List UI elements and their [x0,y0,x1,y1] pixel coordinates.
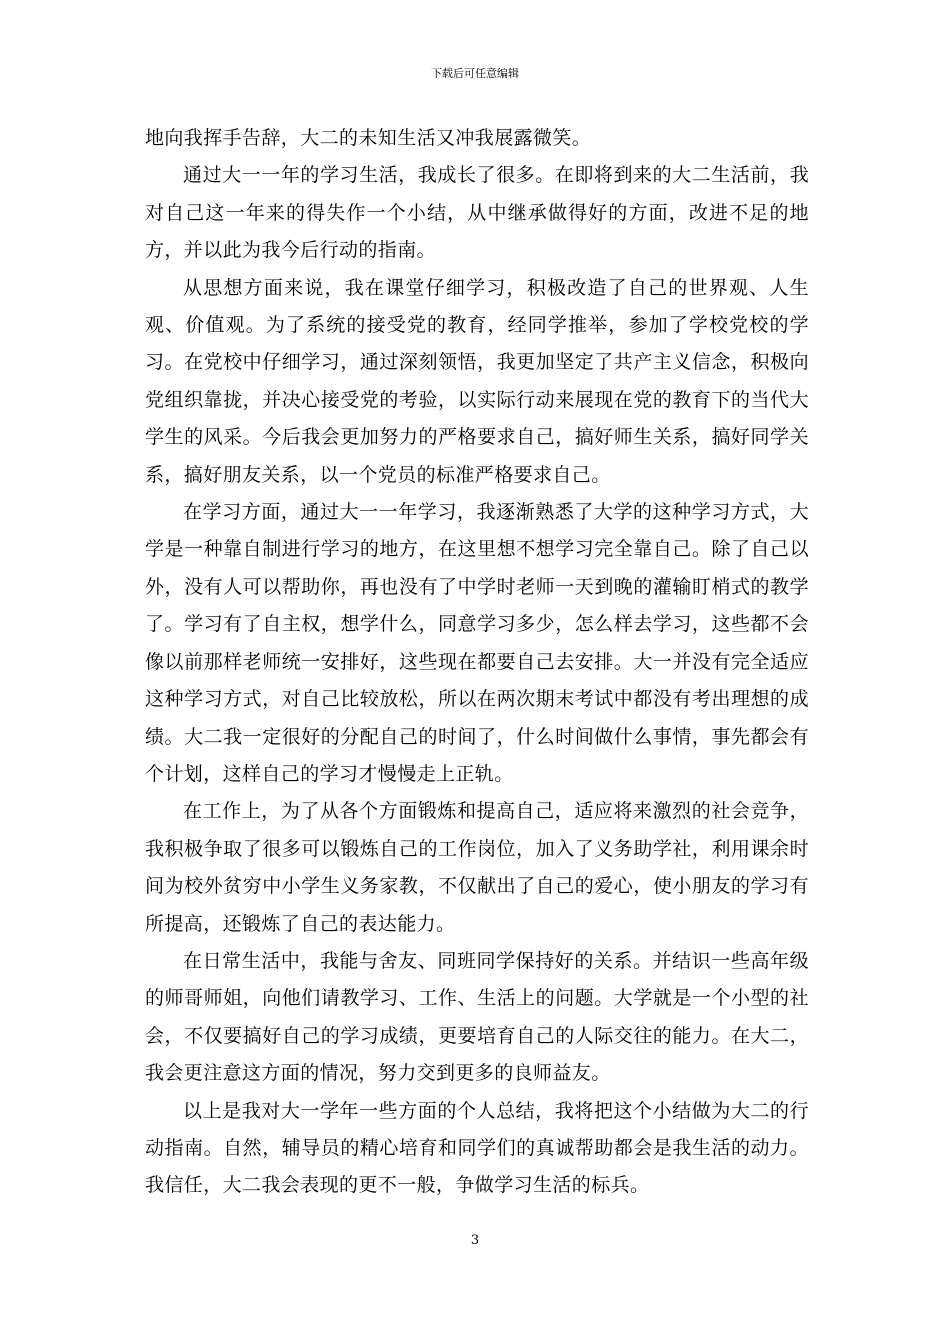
paragraph-intro: 通过大一一年的学习生活，我成长了很多。在即将到来的大二生活前，我对自己这一年来的得失作一个小结，从中继承做得好的方面，改进不足的地方，并以此为我今后行动的指南。 [145,164,809,262]
page-number: 3 [470,1233,480,1248]
paragraph-conclusion: 以上是我对大一学年一些方面的个人总结，我将把这个小结做为大二的行动指南。自然，辅导员的精心培育和同学们的真诚帮助都会是我生活的动力。我信任，大二我会表现的更不一般，争做学习生活的标兵。 [145,1099,809,1197]
paragraph-daily-life: 在日常生活中，我能与舍友、同班同学保持好的关系。并结识一些高年级的师哥师姐，向他们请教学习、工作、生活上的问题。大学就是一个小型的社会，不仅要搞好自己的学习成绩，更要培育自己的人际交往的能力。在大二，我会更注意这方面的情况，努力交到更多的良师益友。 [145,949,809,1085]
page-header: 下载后可任意编辑 [431,67,519,80]
paragraph-study: 在学习方面，通过大一一年学习，我逐渐熟悉了大学的这种学习方式，大学是一种靠自制进行学习的地方，在这里想不想学习完全靠自己。除了自己以外，没有人可以帮助你，再也没有了中学时老师一天到晚的灌输盯梢式的教学了。学习有了自主权，想学什么，同意学习多少，怎么样去学习，这些都不会像以前那样老师统一安排好，这些现在都要自己去安排。大一并没有完全适应这种学习方式，对自己比较放松，所以在两次期末考试中都没有考出理想的成绩。大二我一定很好的分配自己的时间了，什么时间做什么事情，事先都会有个计划，这样自己的学习才慢慢走上正轨。 [145,501,809,785]
paragraph-ideology: 从思想方面来说，我在课堂仔细学习，积极改造了自己的世界观、人生观、价值观。为了系统的接受党的教育，经同学推举，参加了学校党校的学习。在党校中仔细学习，通过深刻领悟，我更加坚定了共产主义信念，积极向党组织靠拢，并决心接受党的考验，以实际行动来展现在党的教育下的当代大学生的风采。今后我会更加努力的严格要求自己，搞好师生关系，搞好同学关系，搞好朋友关系，以一个党员的标准严格要求自己。 [145,276,809,486]
paragraph-continued: 地向我挥手告辞，大二的未知生活又冲我展露微笑。 [145,127,592,149]
paragraph-work: 在工作上，为了从各个方面锻炼和提高自己，适应将来激烈的社会竞争，我积极争取了很多可以锻炼自己的工作岗位，加入了义务助学社，利用课余时间为校外贫穷中小学生义务家教，不仅献出了自己的爱心，使小朋友的学习有所提高，还锻炼了自己的表达能力。 [145,800,809,935]
document-body [145,120,809,1205]
